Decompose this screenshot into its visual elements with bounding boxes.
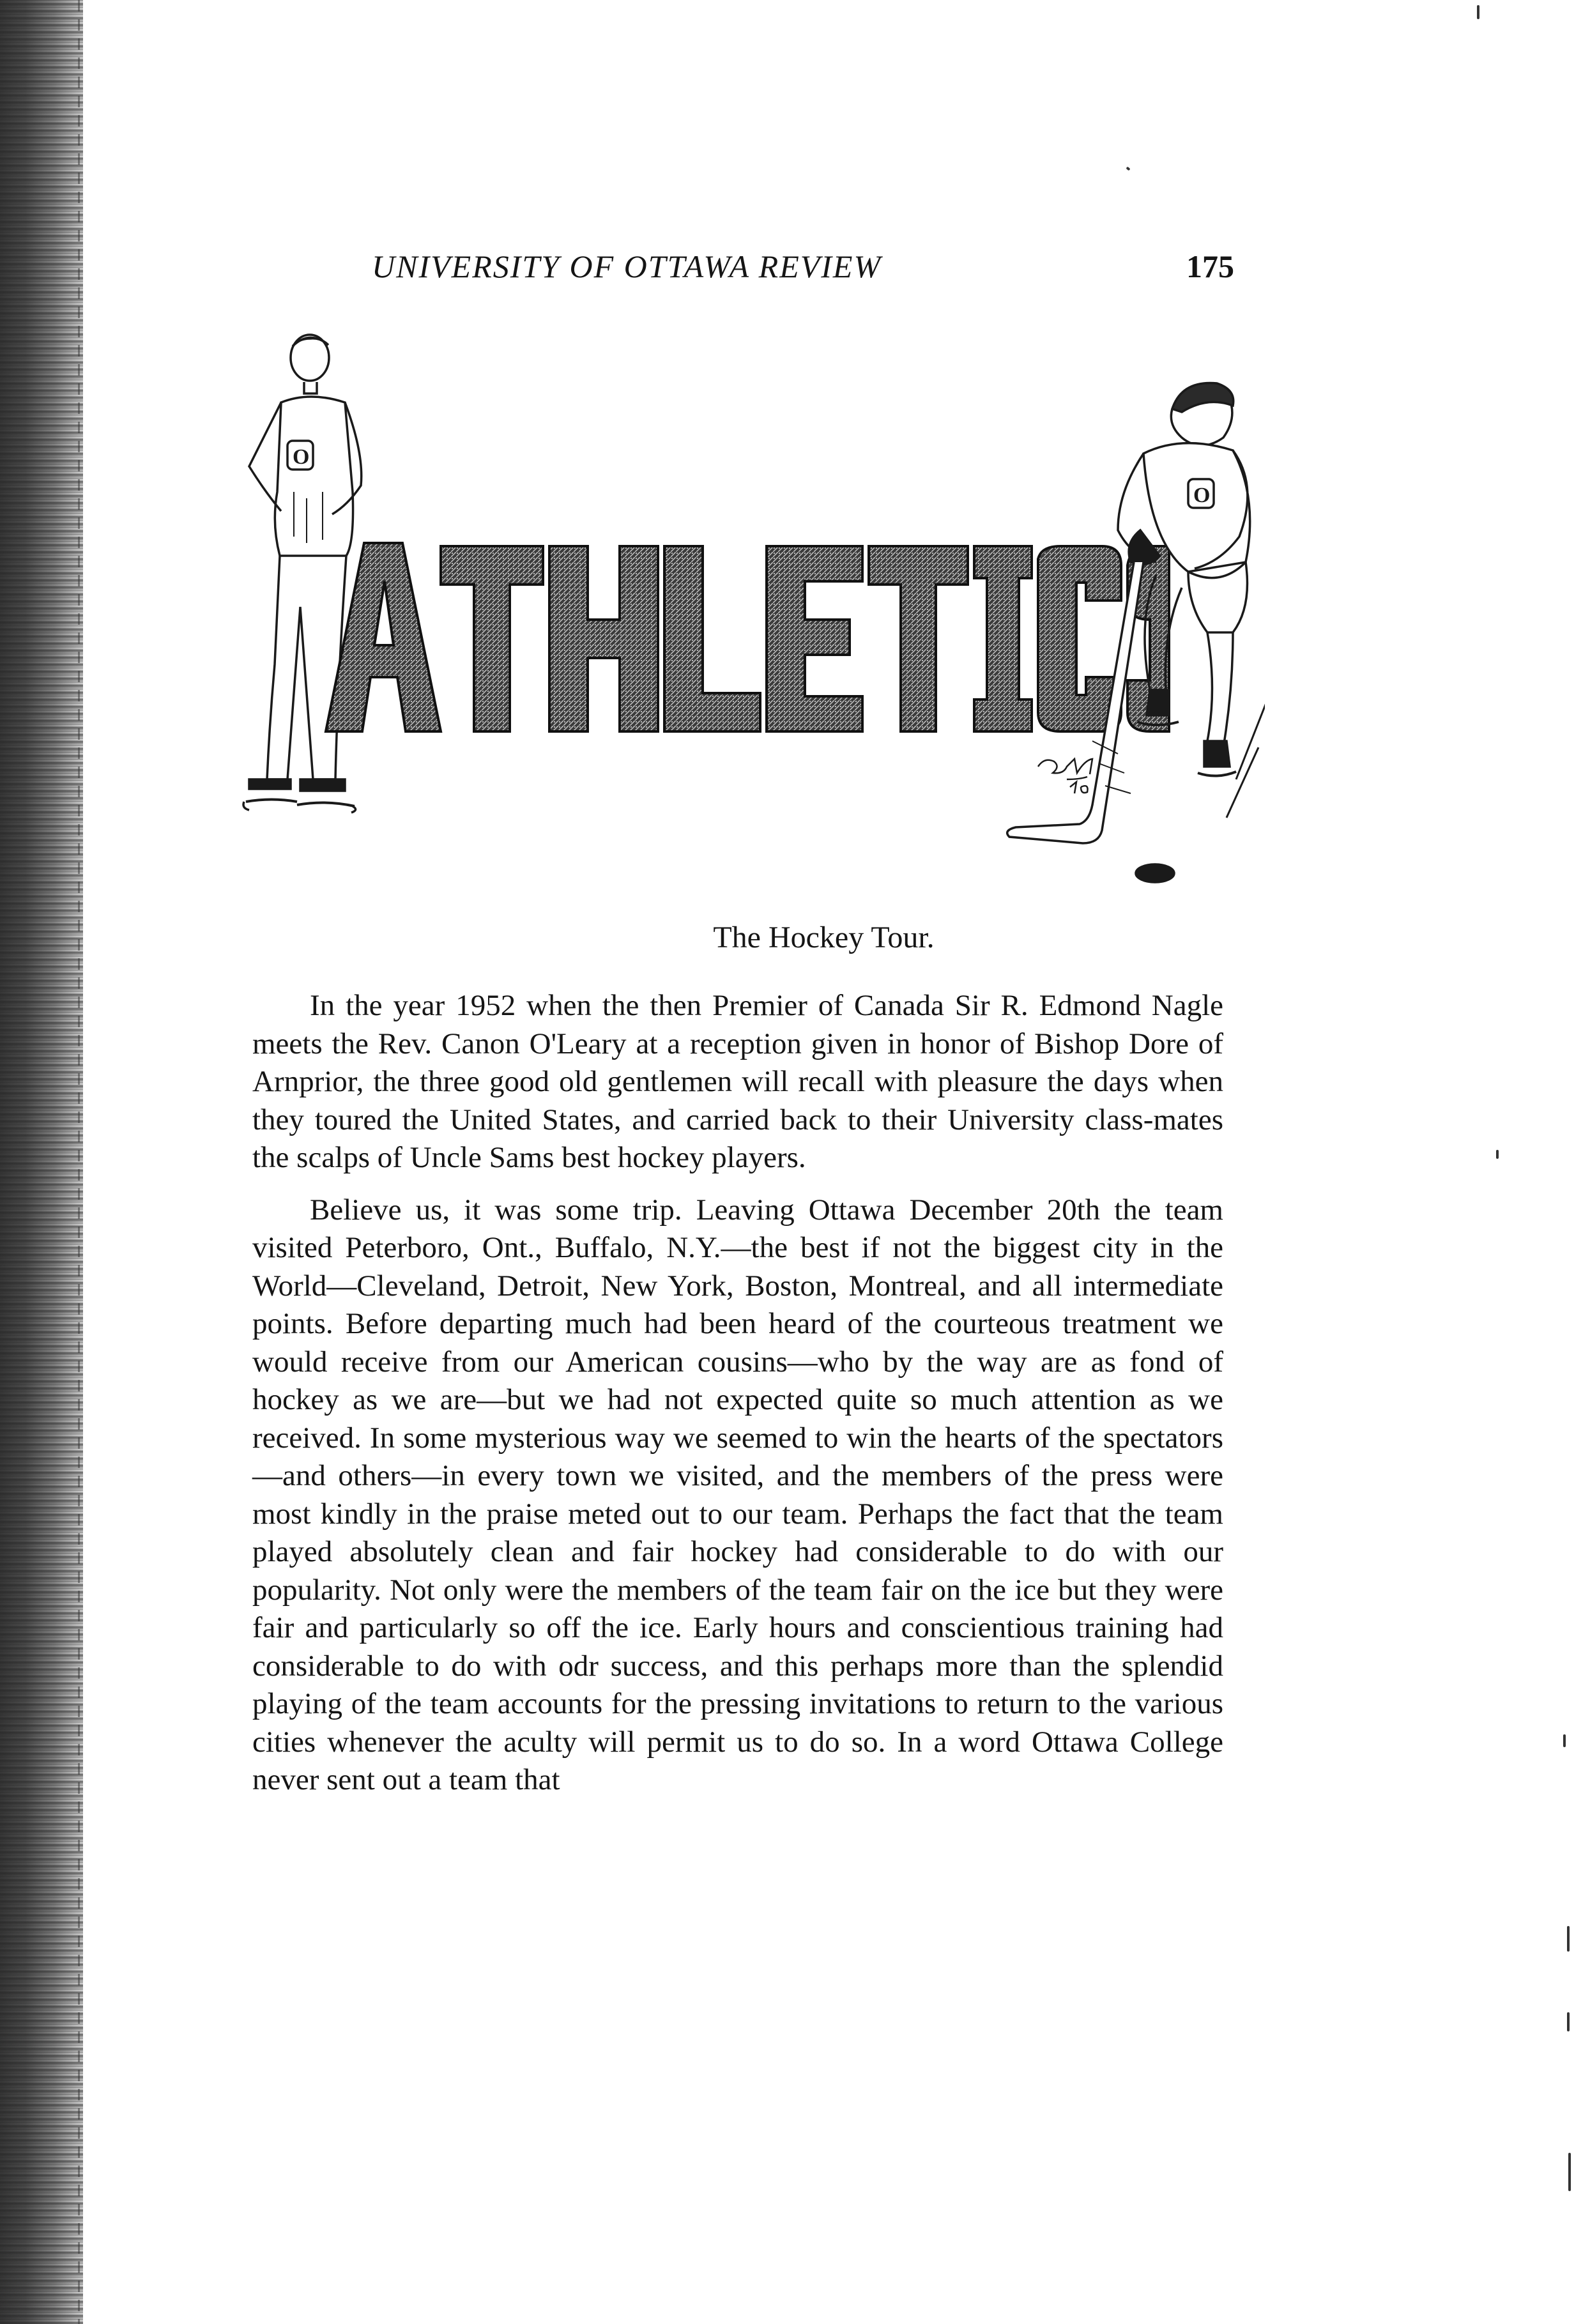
svg-text:O: O <box>1193 484 1211 507</box>
scan-speck <box>1567 2012 1570 2031</box>
standing-figure <box>243 335 362 813</box>
scanned-binding-edge <box>0 0 83 2324</box>
page-number: 175 <box>1186 248 1234 284</box>
scan-speck <box>1567 1926 1570 1952</box>
scan-speck <box>1563 1734 1566 1747</box>
scan-speck <box>1477 5 1479 19</box>
article-paragraph: In the year 1952 when the then Premier of Canada Sir R. Edmond Nagle meets the Rev. Canon O'Leary at a reception given in honor of Bishop Dore of Arnprior, the three good old gentlemen will recall with pleasure the days when they toured the United States, and carried back to their University class-mates the scalps of Uncle Sams best hockey players. <box>252 989 1223 1174</box>
binding-stitch-line <box>78 0 80 2324</box>
running-head: UNIVERSITY OF OTTAWA REVIEW <box>372 248 882 284</box>
athletics-illustration <box>211 332 1265 907</box>
artist-signature-mark <box>1038 759 1092 793</box>
scan-speck <box>1568 2153 1571 2191</box>
scan-speck <box>1126 167 1130 171</box>
article-body <box>252 987 1223 1812</box>
svg-text:O: O <box>293 445 310 469</box>
athletics-lettering <box>326 543 1169 731</box>
article-paragraph: Believe us, it was some trip. Leaving Ottawa December 20th the team visited Peterboro, Ont., Buffalo, N.Y.—the best if not the biggest city in the World—Cleveland, Detroit, New York, Boston, Montreal, and all intermediate points. Before departing much had been heard of the courteous treatment we would receive from our American cousins—who by the way are as fond of hockey as we are—but we had not expected quite so much attention as we received. In some mysterious way we seemed to win the hearts of the spectators—and others—in every town we visited, and the members of the press were most kindly in the praise meted out to our team. Perhaps the fact that the team played absolutely clean and fair hockey had considerable to do with our popularity. Not only were the members of the team fair on the ice but they were fair and particularly so off the ice. Early hours and conscientious training had considerable to do with odr success, and this perhaps more than the splendid playing of the team accounts for the pressing invitations to return to the various cities whenever the aculty will permit us to do so. In a word Ottawa College never sent out a team that <box>252 1193 1223 1796</box>
scan-speck <box>1496 1150 1499 1159</box>
article-title: The Hockey Tour. <box>713 921 935 954</box>
page-header <box>372 248 1234 305</box>
